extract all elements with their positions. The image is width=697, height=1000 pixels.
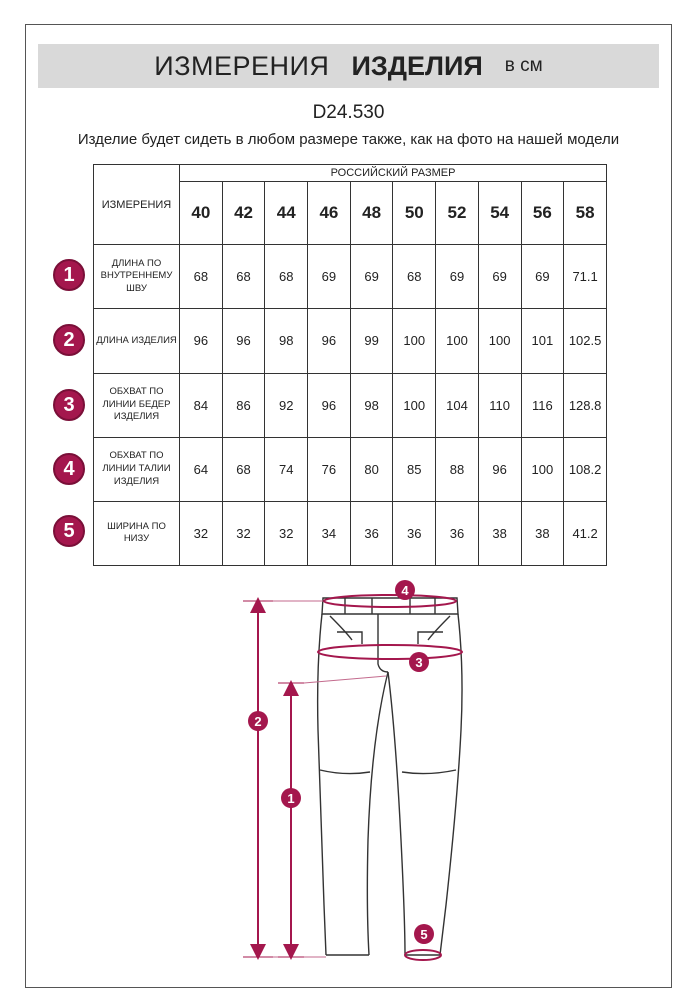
table-row [94,373,607,437]
hip-measure [318,645,462,659]
row-number-badge: 3 [53,389,85,421]
table-cell: 86 [222,373,265,437]
size-header: 56 [521,182,564,245]
table-cell: 98 [265,309,308,373]
table-cell: 64 [180,437,223,501]
row-label: ДЛИНА ИЗДЕЛИЯ [94,309,180,373]
size-header: 52 [436,182,479,245]
row-number-badge: 1 [53,259,85,291]
article-code: D24.530 [312,102,385,123]
table-cell: 101 [521,309,564,373]
table-cell: 98 [350,373,393,437]
title-regular: ИЗМЕРЕНИЯ [154,50,330,81]
table-cell: 69 [308,245,351,309]
length-measure [243,601,326,957]
size-header: 58 [564,182,607,245]
table-cell: 38 [521,501,564,565]
pants-measurement-diagram [0,570,697,990]
table-cell: 92 [265,373,308,437]
size-header: 50 [393,182,436,245]
table-cell: 100 [393,373,436,437]
row-number-badge: 4 [53,453,85,485]
table-cell: 96 [308,373,351,437]
svg-text:2: 2 [254,714,262,729]
table-cell: 38 [478,501,521,565]
table-cell: 68 [393,245,436,309]
table-cell: 68 [180,245,223,309]
table-cell: 34 [308,501,351,565]
table-cell: 74 [265,437,308,501]
table-row [94,309,607,373]
table-cell: 68 [222,437,265,501]
table-cell: 76 [308,437,351,501]
table-cell: 88 [436,437,479,501]
measurements-header: ИЗМЕРЕНИЯ [94,165,180,245]
table-cell: 102.5 [564,309,607,373]
row-label: ШИРИНА ПО НИЗУ [94,501,180,565]
table-cell: 100 [478,309,521,373]
row-number-badge: 5 [53,515,85,547]
table-cell: 85 [393,437,436,501]
table-cell: 108.2 [564,437,607,501]
row-label: ДЛИНА ПО ВНУТРЕННЕМУ ШВУ [94,245,180,309]
table-cell: 80 [350,437,393,501]
table-row [94,437,607,501]
table-cell: 84 [180,373,223,437]
title-bar [38,44,659,88]
inseam-measure [278,676,386,957]
row-label: ОБХВАТ ПО ЛИНИИ БЕДЕР ИЗДЕЛИЯ [94,373,180,437]
table-cell: 100 [436,309,479,373]
table-cell: 69 [350,245,393,309]
marker-1 [281,788,301,808]
table-cell: 96 [308,309,351,373]
table-cell: 71.1 [564,245,607,309]
table-cell: 100 [393,309,436,373]
size-header: 46 [308,182,351,245]
size-header: 44 [265,182,308,245]
fit-note: Изделие будет сидеть в любом размере также, как на фото на нашей модели [77,131,620,148]
table-cell: 128.8 [564,373,607,437]
size-header: 54 [478,182,521,245]
table-cell: 32 [222,501,265,565]
size-header: 48 [350,182,393,245]
pants-outline [318,598,462,955]
marker-4 [395,580,415,600]
svg-text:3: 3 [415,655,423,670]
marker-3 [409,652,429,672]
table-row [94,501,607,565]
table-cell: 36 [350,501,393,565]
table-cell: 96 [180,309,223,373]
table-cell: 36 [393,501,436,565]
title-unit: в см [504,55,543,76]
table-row [94,245,607,309]
table-cell: 69 [436,245,479,309]
table-cell: 110 [478,373,521,437]
table-cell: 99 [350,309,393,373]
table-cell: 32 [265,501,308,565]
table-cell: 96 [478,437,521,501]
row-label: ОБХВАТ ПО ЛИНИИ ТАЛИИ ИЗДЕЛИЯ [94,437,180,501]
marker-5 [414,924,434,944]
size-group-header: РОССИЙСКИЙ РАЗМЕР [180,165,607,182]
table-cell: 32 [180,501,223,565]
svg-text:5: 5 [420,927,428,942]
table-cell: 69 [521,245,564,309]
table-cell: 36 [436,501,479,565]
waist-measure [258,595,456,607]
table-cell: 41.2 [564,501,607,565]
marker-2 [248,711,268,731]
table-cell: 116 [521,373,564,437]
svg-text:4: 4 [401,583,409,598]
table-cell: 68 [222,245,265,309]
size-table [93,164,607,566]
table-cell: 96 [222,309,265,373]
row-number-badge: 2 [53,324,85,356]
size-header: 40 [180,182,223,245]
table-cell: 69 [478,245,521,309]
table-cell: 104 [436,373,479,437]
table-cell: 68 [265,245,308,309]
svg-text:1: 1 [287,791,295,806]
title-bold: ИЗДЕЛИЯ [351,50,483,81]
size-header: 42 [222,182,265,245]
table-cell: 100 [521,437,564,501]
